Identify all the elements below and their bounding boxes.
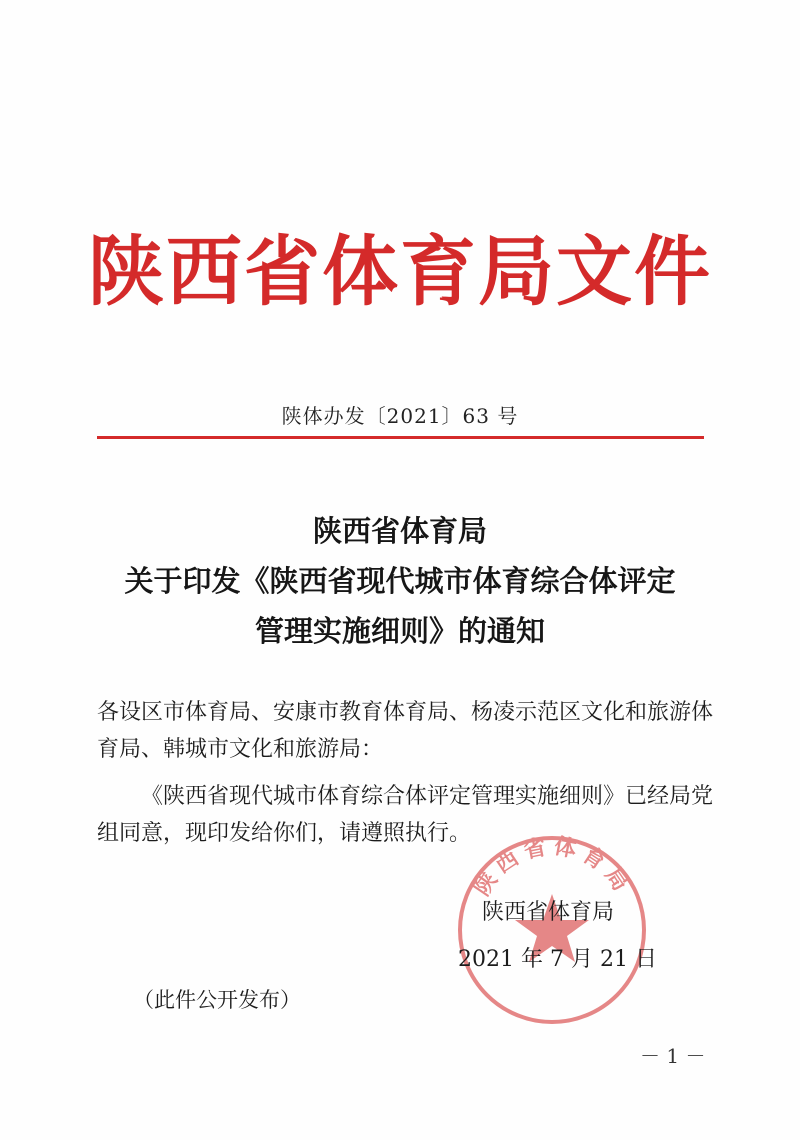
paragraph-line-2: 组同意，现印发给你们，请遵照执行。 (97, 821, 472, 846)
title-line-2: 关于印发《陕西省现代城市体育综合体评定 (124, 564, 676, 598)
title-line-1: 陕西省体育局 (312, 514, 487, 548)
document-number: 陕体办发〔2021〕63 号 (281, 404, 519, 428)
issuer-signature: 陕西省体育局 (482, 900, 615, 925)
seal-text: 陕西省体育局 (469, 834, 637, 901)
masthead-title: 陕西省体育局文件 (88, 227, 712, 316)
notice-title (0, 506, 800, 656)
paragraph-line-1: 《陕西省现代城市体育综合体评定管理实施细则》已经局党 (141, 784, 714, 809)
official-seal-icon (452, 830, 652, 1030)
svg-text:陕西省体育局 (469, 833, 636, 901)
addressee-line-1: 各设区市体育局、安康市教育体育局、杨凌示范区文化和旅游体 (97, 700, 714, 725)
publish-note: （此件公开发布） (133, 988, 301, 1012)
issue-date: 2021 年 7 月 21 日 (458, 947, 657, 972)
addressee-line-2: 育局、韩城市文化和旅游局： (97, 737, 384, 762)
page-number: － 1 － (640, 1044, 706, 1068)
title-line-3: 管理实施细则》的通知 (254, 614, 545, 648)
addressee-block (97, 694, 717, 768)
red-divider-line (97, 436, 704, 439)
